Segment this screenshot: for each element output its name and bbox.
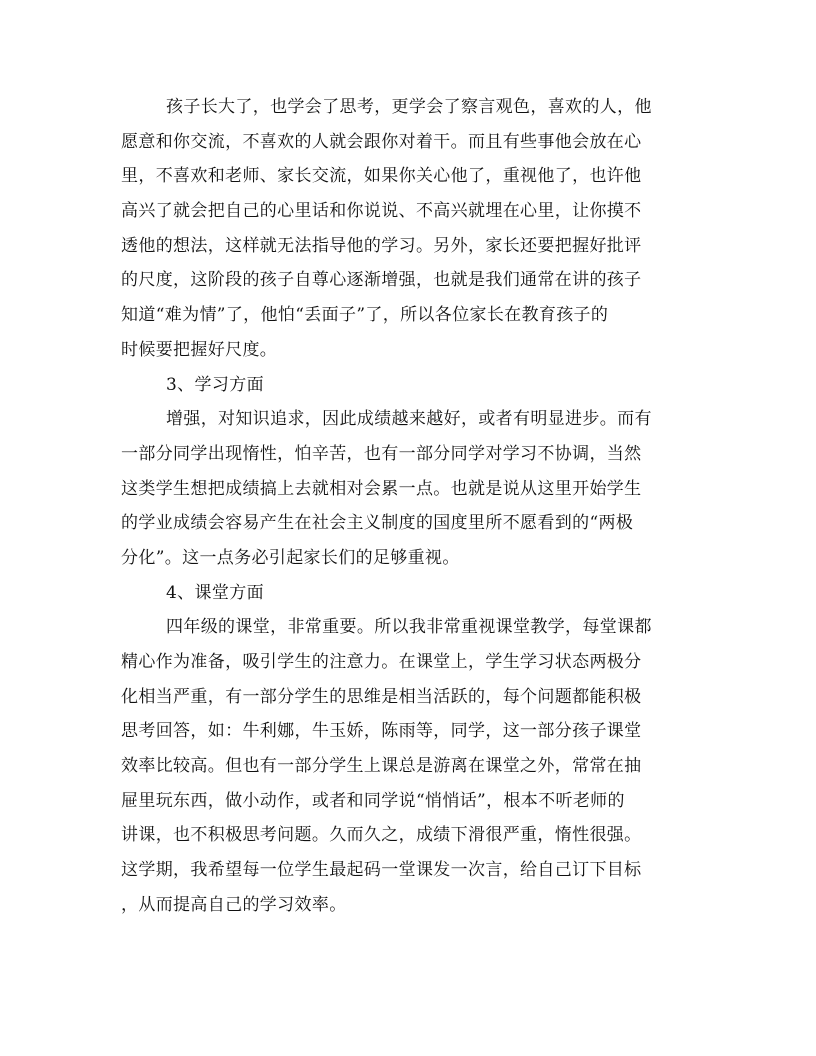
text-line: 增强，对知识追求，因此成绩越来越好，或者有明显进步。而有	[166, 409, 652, 430]
text-line: 这学期，我希望每一位学生最起码一堂课发一次言，给自己订下目标	[121, 860, 642, 881]
section-heading: 4、课堂方面	[166, 582, 264, 603]
text-line: 透他的想法，这样就无法指导他的学习。另外，家长还要把握好批评	[121, 235, 642, 256]
text-line: 知道“难为情”了，他怕“丢面子”了，所以各位家长在教育孩子的	[121, 305, 609, 326]
text-line: 思考回答，如：牛利娜，牛玉娇，陈雨等，同学，这一部分孩子课堂	[121, 721, 642, 742]
text-line: 讲课，也不积极思考问题。久而久之，成绩下滑很严重，惰性很强。	[121, 825, 642, 846]
text-line: 分化”。这一点务必引起家长们的足够重视。	[121, 547, 460, 568]
text-line: 高兴了就会把自己的心里话和你说说、不高兴就埋在心里，让你摸不	[121, 201, 642, 222]
text-line: 一部分同学出现惰性，怕辛苦，也有一部分同学对学习不协调，当然	[121, 443, 642, 464]
text-line: 时候要把握好尺度。	[121, 339, 278, 360]
text-line: 效率比较高。但也有一部分学生上课总是游离在课堂之外，常常在抽	[121, 756, 642, 777]
section-heading: 3、学习方面	[166, 374, 264, 395]
document-body	[121, 90, 697, 923]
text-line: 的学业成绩会容易产生在社会主义制度的国度里所不愿看到的“两极	[121, 513, 634, 534]
text-line: 屉里玩东西，做小动作，或者和同学说“悄悄话”，根本不听老师的	[121, 790, 625, 811]
text-line: 精心作为准备，吸引学生的注意力。在课堂上，学生学习状态两极分	[121, 652, 642, 672]
text-line: 的尺度，这阶段的孩子自尊心逐渐增强，也就是我们通常在讲的孩子	[121, 270, 642, 291]
text-line: 这类学生想把成绩搞上去就相对会累一点。也就是说从这里开始学生	[121, 478, 642, 499]
text-line: 四年级的课堂，非常重要。所以我非常重视课堂教学，每堂课都	[166, 617, 652, 638]
text-line: 里，不喜欢和老师、家长交流，如果你关心他了，重视他了，也许他	[121, 166, 642, 187]
text-line: ，从而提高自己的学习效率。	[121, 894, 347, 915]
text-line: 愿意和你交流，不喜欢的人就会跟你对着干。而且有些事他会放在心	[121, 131, 642, 152]
text-line: 孩子长大了，也学会了思考，更学会了察言观色，喜欢的人，他	[166, 97, 652, 117]
text-line: 化相当严重，有一部分学生的思维是相当活跃的，每个问题都能积极	[121, 686, 642, 707]
